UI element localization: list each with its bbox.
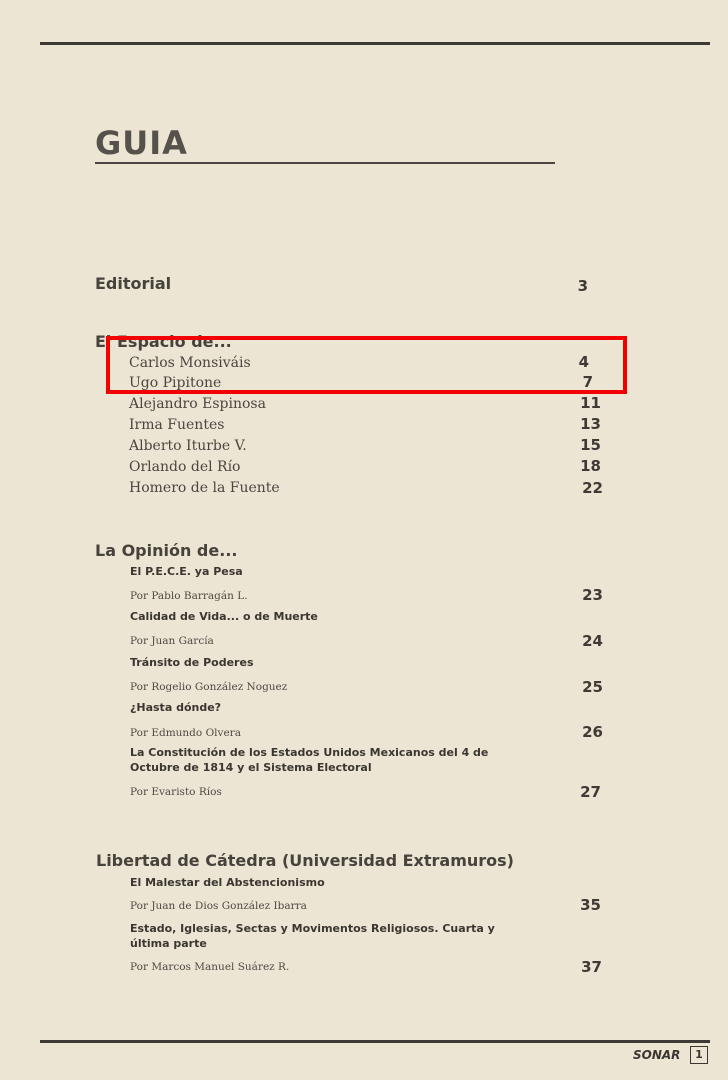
opinion-page-number: 27 xyxy=(580,783,601,801)
espacio-page-number: 4 xyxy=(578,353,589,371)
opinion-article-title: El P.E.C.E. ya Pesa xyxy=(130,565,243,578)
footer-page-number: 1 xyxy=(690,1046,708,1064)
espacio-heading: El Espacio de... xyxy=(95,332,232,351)
page-title: GUIA xyxy=(95,124,188,162)
espacio-page-number: 22 xyxy=(582,479,603,497)
catedra-heading: Libertad de Cátedra (Universidad Extramuros) xyxy=(96,851,514,870)
opinion-byline: Por Evaristo Ríos xyxy=(130,786,222,798)
opinion-article-title: Calidad de Vida... o de Muerte xyxy=(130,610,318,623)
espacio-author: Carlos Monsiváis xyxy=(129,355,251,371)
footer-brand: SONAR xyxy=(633,1048,681,1062)
editorial-heading: Editorial xyxy=(95,274,172,293)
opinion-byline: Por Juan García xyxy=(130,635,214,647)
opinion-byline: Por Pablo Barragán L. xyxy=(130,590,248,602)
title-underline xyxy=(95,162,555,164)
opinion-article-title: La Constitución de los Estados Unidos Mexicanos del 4 de Octubre de 1814 y el Sistema Electoral xyxy=(130,746,489,774)
opinion-byline: Por Edmundo Olvera xyxy=(130,727,241,739)
catedra-page-number: 35 xyxy=(580,896,601,914)
espacio-page-number: 18 xyxy=(580,457,601,475)
espacio-page-number: 11 xyxy=(580,394,601,412)
opinion-byline: Por Rogelio González Noguez xyxy=(130,681,288,693)
top-rule xyxy=(40,42,710,45)
highlight-box xyxy=(106,336,627,394)
catedra-byline: Por Marcos Manuel Suárez R. xyxy=(130,961,290,973)
opinion-page-number: 26 xyxy=(582,723,603,741)
opinion-page-number: 23 xyxy=(582,586,603,604)
opinion-page-number: 25 xyxy=(582,678,603,696)
espacio-page-number: 7 xyxy=(582,373,593,391)
espacio-page-number: 13 xyxy=(580,415,601,433)
opinion-heading: La Opinión de... xyxy=(95,541,238,560)
editorial-page-number: 3 xyxy=(577,277,588,295)
espacio-author: Homero de la Fuente xyxy=(129,480,280,496)
catedra-byline: Por Juan de Dios González Ibarra xyxy=(130,900,307,912)
catedra-article-title: El Malestar del Abstencionismo xyxy=(130,876,325,889)
catedra-article-title: Estado, Iglesias, Sectas y Movimentos Religiosos. Cuarta y última parte xyxy=(130,922,495,950)
catedra-page-number: 37 xyxy=(581,958,602,976)
espacio-author: Orlando del Río xyxy=(129,459,241,475)
espacio-author: Ugo Pipitone xyxy=(129,375,222,391)
espacio-page-number: 15 xyxy=(580,436,601,454)
opinion-page-number: 24 xyxy=(582,632,603,650)
espacio-author: Irma Fuentes xyxy=(129,417,225,433)
espacio-author: Alberto Iturbe V. xyxy=(129,438,247,454)
opinion-article-title: Tránsito de Poderes xyxy=(130,656,254,669)
opinion-article-title: ¿Hasta dónde? xyxy=(130,701,222,714)
bottom-rule xyxy=(40,1040,710,1043)
espacio-author: Alejandro Espinosa xyxy=(129,396,266,412)
